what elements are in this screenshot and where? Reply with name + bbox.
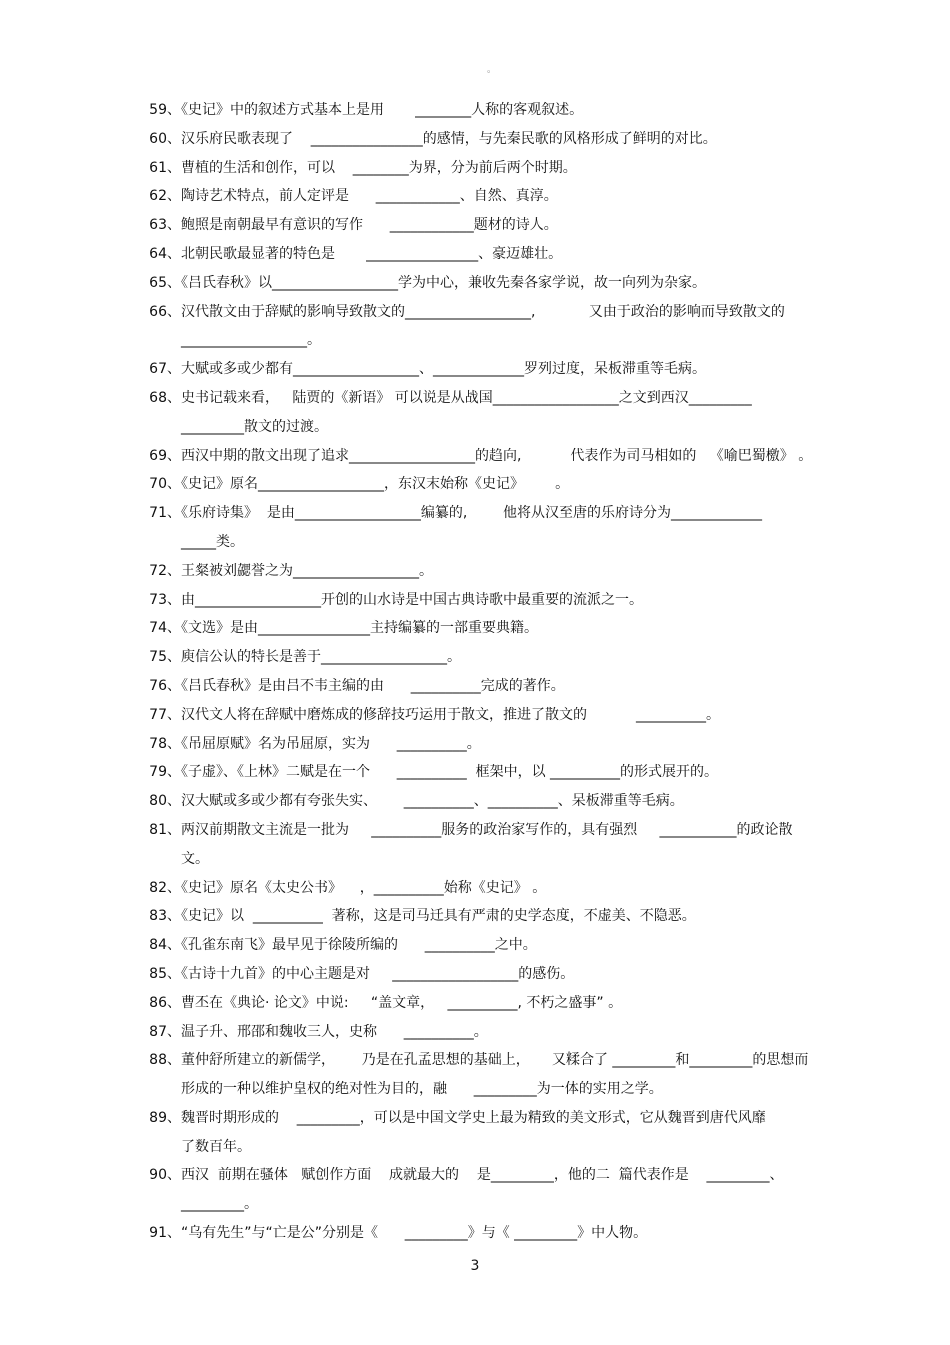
question-text: 《史记》原名__________________，东汉末始称《史记》 。	[181, 476, 570, 493]
question-text: 王粲被刘勰誉之为__________________。	[181, 562, 433, 579]
question-number: 91	[149, 1225, 167, 1242]
question-separator: 、	[167, 649, 181, 666]
question-number: 66	[149, 303, 167, 320]
question-separator: 、	[167, 245, 181, 262]
question-number: 82	[149, 879, 167, 896]
question-item	[133, 643, 853, 672]
question-number: 78	[149, 735, 167, 752]
question-text: 《吊屈原赋》名为吊屈原，实为 __________。	[181, 735, 481, 752]
question-item	[133, 989, 853, 1018]
question-text: 《孔雀东南飞》最早见于徐陵所编的 __________之中。	[181, 937, 537, 954]
question-text: 汉乐府民歌表现了 ________________的感情，与先秦民歌的风格形成了鲜明的对比。	[181, 130, 717, 147]
question-separator: 、	[167, 706, 181, 723]
question-separator: 、	[167, 591, 181, 608]
question-number: 87	[149, 1023, 167, 1040]
question-item	[133, 614, 853, 643]
question-item	[133, 1219, 853, 1248]
question-number: 60	[149, 130, 167, 147]
question-text: 西汉中期的散文出现了追求__________________的趋向, 代表作为司马相如的 《喻巴蜀檄》 。	[181, 447, 813, 464]
question-separator: 、	[167, 130, 181, 147]
question-separator: 、	[167, 821, 181, 838]
question-item	[133, 701, 853, 730]
question-text: 鲍照是南朝最早有意识的写作 ____________题材的诗人。	[181, 217, 558, 234]
question-number: 64	[149, 245, 167, 262]
question-item	[133, 931, 853, 960]
question-separator: 、	[167, 793, 181, 810]
question-separator: 、	[167, 764, 181, 781]
question-text: 魏晋时期形成的 _________，可以是中国文学史上最为精致的美文形式，它从魏晋到唐代风靡	[181, 1109, 766, 1126]
question-separator	[167, 1196, 181, 1212]
question-separator: 、	[167, 361, 181, 378]
question-number: 73	[149, 591, 167, 608]
question-text: 《吕氏春秋》是由吕不韦主编的由 __________完成的著作。	[181, 677, 565, 694]
question-text: 曹植的生活和创作，可以 ________为界，分为前后两个时期。	[181, 159, 577, 176]
question-item	[133, 125, 853, 154]
question-text: 汉代散文由于辞赋的影响导致散文的__________________, 又由于政治的影响而导致散文的	[181, 303, 785, 320]
question-item	[133, 240, 853, 269]
question-text: 两汉前期散文主流是一批为 __________服务的政治家写作的，具有强烈 ___________的政论散	[181, 821, 793, 838]
question-text: 了数百年。	[181, 1138, 251, 1155]
question-number: 63	[149, 217, 167, 234]
question-item	[133, 730, 853, 759]
question-separator: 、	[167, 159, 181, 176]
question-item	[133, 586, 853, 615]
question-separator: 、	[167, 505, 181, 522]
question-continuation	[133, 326, 853, 355]
question-item	[133, 1104, 853, 1133]
question-item	[133, 355, 853, 384]
question-separator: 、	[167, 1023, 181, 1040]
question-item	[133, 787, 853, 816]
question-number: 72	[149, 562, 167, 579]
question-number: 74	[149, 620, 167, 637]
question-separator: 、	[167, 1167, 181, 1184]
question-number: 70	[149, 476, 167, 493]
question-text: 汉大赋或多或少都有夸张失实、 __________、__________、呆板滞重等毛病。	[181, 793, 684, 810]
question-continuation	[133, 1075, 853, 1104]
question-separator: 、	[167, 879, 181, 896]
question-text: _________。	[181, 1196, 258, 1213]
question-text: 由__________________开创的山水诗是中国古典诗歌中最重要的流派之一。	[181, 591, 643, 608]
page-number: 3	[470, 1258, 480, 1274]
question-item	[133, 499, 853, 528]
question-separator: 、	[167, 965, 181, 982]
question-text: __________________。	[181, 332, 321, 349]
question-separator: 、	[167, 303, 181, 320]
question-text: _____类。	[181, 533, 244, 550]
question-item	[133, 902, 853, 931]
question-item	[133, 758, 853, 787]
question-continuation	[133, 528, 853, 557]
question-separator	[167, 851, 181, 867]
question-text: 形成的一种以维护皇权的绝对性为目的，融 _________为一体的实用之学。	[181, 1081, 663, 1098]
question-text: 文。	[181, 850, 209, 867]
question-number: 76	[149, 677, 167, 694]
question-list	[133, 96, 853, 1248]
question-separator: 、	[167, 562, 181, 579]
question-number: 69	[149, 447, 167, 464]
question-separator	[167, 534, 181, 550]
question-text: 温子升、邢邵和魏收三人，史称 __________。	[181, 1023, 488, 1040]
question-number: 83	[149, 908, 167, 925]
question-separator: 、	[167, 274, 181, 291]
question-text: 《乐府诗集》 是由__________________编纂的, 他将从汉至唐的乐府诗分为_____________	[181, 505, 762, 522]
question-continuation	[133, 1133, 853, 1162]
question-text: “乌有先生”与“亡是公”分别是《 _________》与《 _________》中人物。	[181, 1225, 648, 1242]
question-item	[133, 1161, 853, 1190]
question-number: 61	[149, 159, 167, 176]
question-item	[133, 816, 853, 845]
question-number: 86	[149, 994, 167, 1011]
question-number: 90	[149, 1167, 167, 1184]
question-separator: 、	[167, 1225, 181, 1242]
question-item	[133, 874, 853, 903]
header-mark: 。	[487, 65, 497, 75]
question-separator: 、	[167, 102, 181, 118]
question-item	[133, 211, 853, 240]
question-item	[133, 298, 853, 327]
question-number: 85	[149, 965, 167, 982]
question-text: 《子虚》、《上林》二赋是在一个 __________ 框架中，以 __________的形式展开的。	[181, 764, 719, 781]
question-separator: 、	[167, 476, 181, 493]
question-text: 《文选》是由________________主持编纂的一部重要典籍。	[181, 620, 538, 637]
question-separator	[167, 1081, 181, 1097]
question-text: 《史记》以 __________ 著称，这是司马迁具有严肃的史学态度，不虚美、不隐恶。	[181, 908, 696, 925]
question-text: 《吕氏春秋》以__________________学为中心，兼收先秦各家学说，故一向列为杂家。	[181, 274, 706, 291]
question-number: 89	[149, 1109, 167, 1126]
question-item	[133, 1018, 853, 1047]
question-separator: 、	[167, 677, 181, 694]
question-item	[133, 269, 853, 298]
question-number: 59	[149, 102, 167, 118]
question-separator: 、	[167, 1052, 181, 1069]
question-text: 西汉 前期在骚体 赋创作方面 成就最大的 是_________，他的二 篇代表作是 _________、	[181, 1167, 784, 1184]
question-separator	[167, 332, 181, 348]
question-number: 75	[149, 649, 167, 666]
question-continuation	[133, 413, 853, 442]
question-item	[133, 154, 853, 183]
question-text: 庾信公认的特长是善于__________________。	[181, 649, 461, 666]
question-continuation	[133, 845, 853, 874]
question-number: 65	[149, 274, 167, 291]
question-separator	[167, 1139, 181, 1155]
question-text: 陶诗艺术特点，前人定评是 ____________、自然、真淳。	[181, 188, 558, 205]
question-text: 汉代文人将在辞赋中磨炼成的修辞技巧运用于散文，推进了散文的 __________。	[181, 706, 720, 723]
question-item	[133, 470, 853, 499]
question-item	[133, 557, 853, 586]
question-item	[133, 182, 853, 211]
question-item	[133, 384, 853, 413]
question-number: 81	[149, 821, 167, 838]
question-number: 88	[149, 1052, 167, 1069]
question-number: 79	[149, 764, 167, 781]
question-separator: 、	[167, 217, 181, 234]
question-number: 62	[149, 188, 167, 205]
question-text: 大赋或多或少都有__________________、_____________罗列过度，呆板滞重等毛病。	[181, 361, 706, 378]
question-text: 《古诗十九首》的中心主题是对 __________________的感伤。	[181, 965, 575, 982]
question-item	[133, 672, 853, 701]
question-text: 北朝民歌最显著的特色是 ________________、豪迈雄壮。	[181, 245, 563, 262]
question-separator: 、	[167, 620, 181, 637]
question-text: 《史记》中的叙述方式基本上是用 ________人称的客观叙述。	[181, 102, 584, 118]
question-item	[133, 960, 853, 989]
question-separator: 、	[167, 994, 181, 1011]
question-continuation	[133, 1190, 853, 1219]
question-number: 71	[149, 505, 167, 522]
question-separator: 、	[167, 937, 181, 954]
question-separator: 、	[167, 735, 181, 752]
question-number: 67	[149, 361, 167, 378]
question-item	[133, 442, 853, 471]
question-number: 80	[149, 793, 167, 810]
question-separator: 、	[167, 1109, 181, 1126]
question-text: _________散文的过渡。	[181, 418, 328, 435]
question-number: 84	[149, 937, 167, 954]
question-item	[133, 1046, 853, 1075]
question-text: 《史记》原名《太史公书》 ，__________始称《史记》 。	[181, 879, 547, 896]
question-separator: 、	[167, 908, 181, 925]
question-text: 曹丕在《典论· 论文》中说: “盖文章， __________, 不朽之盛事” 。	[181, 994, 623, 1011]
question-separator: 、	[167, 447, 181, 464]
question-number: 77	[149, 706, 167, 723]
question-separator	[167, 419, 181, 435]
question-separator: 、	[167, 188, 181, 205]
question-separator: 、	[167, 389, 181, 406]
question-number: 68	[149, 389, 167, 406]
question-item	[133, 96, 853, 125]
question-text: 史书记载来看， 陆贾的《新语》 可以说是从战国__________________之文到西汉_________	[181, 389, 752, 406]
question-text: 董仲舒所建立的新儒学， 乃是在孔孟思想的基础上， 又糅合了 _________和_________的思想而	[181, 1052, 809, 1069]
